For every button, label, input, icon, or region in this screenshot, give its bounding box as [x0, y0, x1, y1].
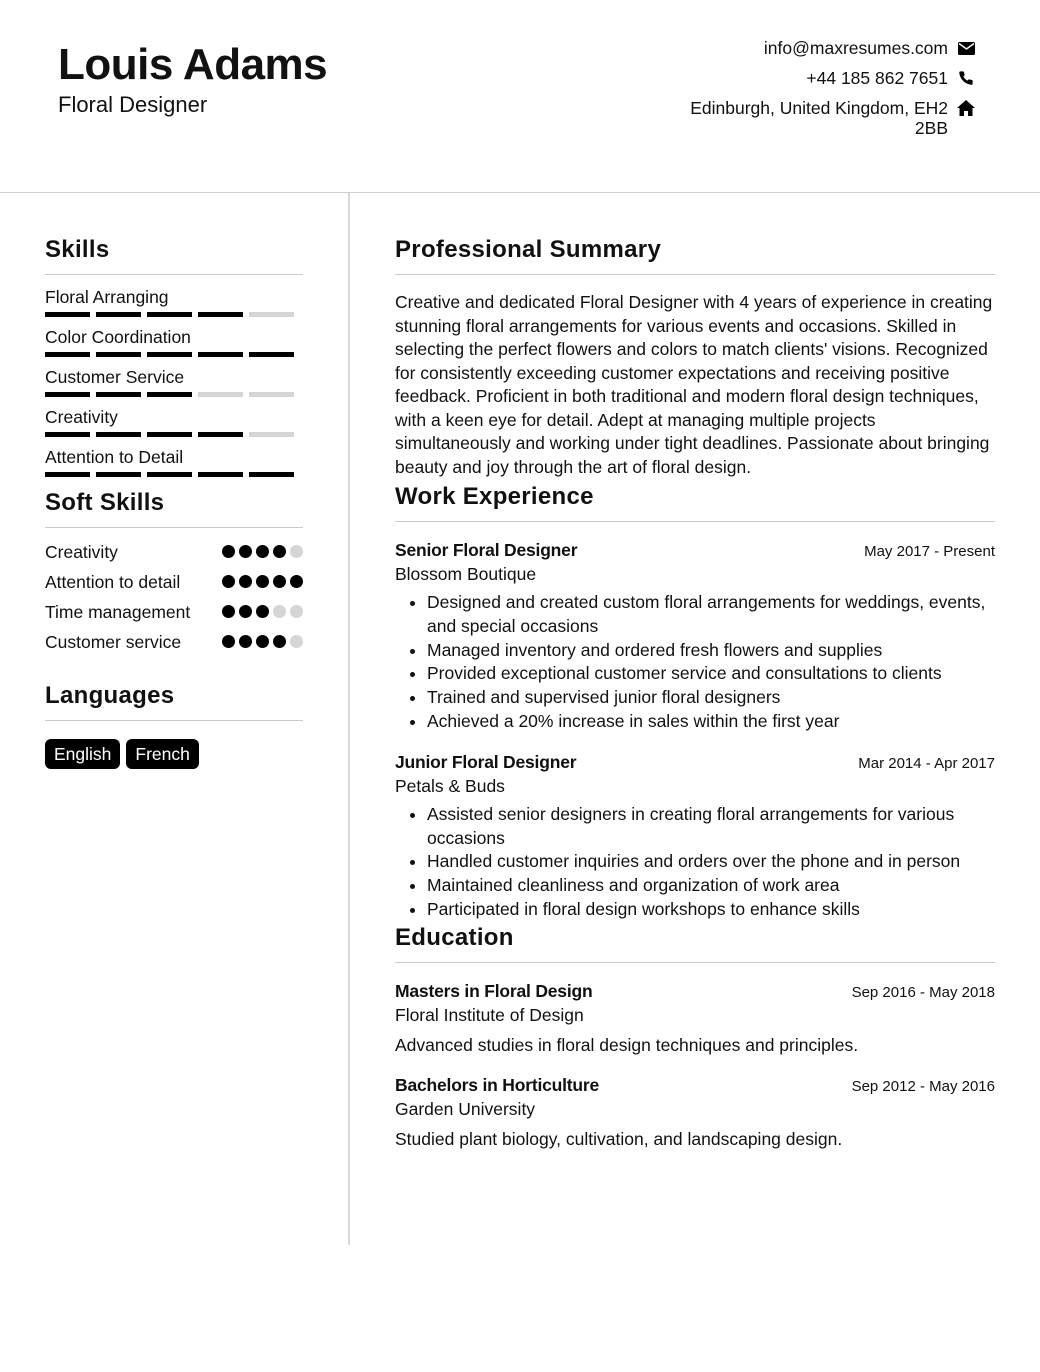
job-bullets — [395, 803, 995, 922]
job-employer: Blossom Boutique — [395, 564, 537, 584]
soft-skill-rating — [222, 540, 303, 558]
soft-skill-item — [45, 540, 303, 564]
education-list — [395, 981, 995, 1151]
job-bullet: • Managed inventory and ordered fresh flowers and supplies — [427, 639, 995, 663]
languages-section — [45, 682, 303, 769]
skill-level-segment — [147, 352, 192, 357]
rating-dot — [273, 635, 286, 648]
soft-skill-rating — [222, 600, 303, 618]
job-bullet: • Provided exceptional customer service and consultations to clients — [427, 662, 995, 686]
skill-level-segment — [45, 392, 90, 397]
job-bullet: • Achieved a 20% increase in sales within the first year — [427, 710, 995, 734]
school-name: Floral Institute of Design — [395, 1004, 584, 1025]
soft-skills-heading: Soft Skills — [45, 489, 303, 528]
rating-dot — [273, 605, 286, 618]
education-header — [395, 981, 995, 1002]
skill-level-segment — [249, 432, 294, 437]
job-dates: Mar 2014 - Apr 2017 — [858, 754, 995, 772]
skill-level-segment — [198, 312, 243, 317]
rating-dot — [290, 545, 303, 558]
education-dates: Sep 2016 - May 2018 — [851, 983, 995, 1001]
languages-list — [45, 739, 303, 769]
skill-level-segment — [96, 312, 141, 317]
job-bullet: • Participated in floral design workshops to enhance skills — [427, 898, 995, 922]
summary-heading: Professional Summary — [395, 236, 995, 275]
left-column — [45, 236, 303, 769]
job-header — [395, 752, 995, 773]
summary-text: Creative and dedicated Floral Designer with 4 years of experience in creating stunning floral arrangements for various events and occasions. Skilled in selecting the perfect flowers and colors to match clients' visions. Recognized for consistently exceeding customer expectations and receiving positive feedback. Proficient in both traditional and modern floral design techniques, with a keen eye for detail. Adept at managing multiple projects simultaneously and working under tight deadlines. Passionate about bringing beauty and joy through the art of floral design. — [395, 292, 993, 477]
job-bullet: • Maintained cleanliness and organization of work area — [427, 874, 995, 898]
rating-dot — [222, 545, 235, 558]
education-description: Studied plant biology, cultivation, and landscaping design. — [395, 1128, 843, 1149]
rating-dot — [239, 635, 252, 648]
soft-skills-section — [45, 489, 303, 654]
skills-list — [45, 285, 303, 477]
skill-name: Customer Service — [45, 367, 185, 387]
job-employer: Petals & Buds — [395, 775, 505, 796]
rating-dot — [273, 575, 286, 588]
skill-item — [45, 405, 303, 437]
rating-dot — [239, 545, 252, 558]
contact-address: Edinburgh, United Kingdom, EH2 2BB — [690, 98, 948, 138]
soft-skill-name: Customer service — [45, 632, 182, 652]
skill-level-segment — [96, 392, 141, 397]
candidate-name: Louis Adams — [58, 40, 328, 89]
rating-dot — [222, 635, 235, 648]
soft-skills-list — [45, 540, 303, 654]
skill-level-segment — [249, 472, 294, 477]
soft-skill-rating — [222, 630, 303, 648]
job-bullet: • Assisted senior designers in creating floral arrangements for various occasions — [427, 803, 995, 851]
skill-level-bar — [45, 352, 303, 357]
skill-level-segment — [96, 352, 141, 357]
rating-dot — [239, 575, 252, 588]
soft-skill-item — [45, 600, 303, 624]
phone-icon — [956, 68, 976, 88]
skill-name: Floral Arranging — [45, 287, 169, 307]
skill-level-segment — [198, 352, 243, 357]
jobs-list — [395, 540, 995, 922]
skill-level-bar — [45, 472, 303, 477]
skill-item — [45, 445, 303, 477]
skill-level-segment — [45, 312, 90, 317]
skill-level-segment — [198, 392, 243, 397]
job-entry — [395, 752, 995, 922]
summary-section — [395, 236, 995, 479]
skill-level-bar — [45, 432, 303, 437]
degree-name: Bachelors in Horticulture — [395, 1074, 600, 1095]
skill-level-segment — [45, 432, 90, 437]
skill-level-segment — [96, 432, 141, 437]
education-header — [395, 1075, 995, 1096]
education-heading: Education — [395, 924, 995, 963]
job-header — [395, 540, 995, 561]
rating-dot — [222, 575, 235, 588]
contact-email-row — [678, 38, 976, 58]
education-description: Advanced studies in floral design techniques and principles. — [395, 1034, 859, 1055]
contact-info — [678, 38, 976, 148]
skill-name: Attention to Detail — [45, 447, 184, 467]
skill-name: Color Coordination — [45, 327, 191, 347]
skill-level-segment — [249, 352, 294, 357]
soft-skill-rating — [222, 570, 303, 588]
language-badge: French — [126, 739, 198, 769]
skill-level-segment — [249, 392, 294, 397]
skill-item — [45, 325, 303, 357]
job-entry — [395, 540, 995, 734]
skill-level-segment — [147, 432, 192, 437]
right-column — [395, 236, 995, 1151]
degree-name: Masters in Floral Design — [395, 980, 593, 1001]
soft-skill-name: Creativity — [45, 542, 118, 562]
skill-level-segment — [147, 312, 192, 317]
job-bullet: • Designed and created custom floral arrangements for weddings, events, and special occasions — [427, 591, 995, 639]
languages-heading: Languages — [45, 682, 303, 721]
soft-skill-name: Time management — [45, 602, 191, 622]
skill-level-segment — [96, 472, 141, 477]
resume-header — [0, 0, 1040, 193]
rating-dot — [273, 545, 286, 558]
rating-dot — [239, 605, 252, 618]
education-section — [395, 924, 995, 1151]
rating-dot — [256, 545, 269, 558]
language-badge: English — [45, 739, 120, 769]
education-entry — [395, 981, 995, 1057]
rating-dot — [222, 605, 235, 618]
education-entry — [395, 1075, 995, 1151]
skill-level-segment — [147, 472, 192, 477]
skill-level-segment — [198, 432, 243, 437]
candidate-title: Floral Designer — [58, 92, 208, 117]
contact-phone[interactable]: +44 185 862 7651 — [806, 68, 948, 88]
contact-address-row — [678, 98, 976, 138]
job-bullet: • Trained and supervised junior floral designers — [427, 686, 995, 710]
skill-item — [45, 365, 303, 397]
skill-level-segment — [45, 472, 90, 477]
home-icon — [956, 98, 976, 118]
skill-level-bar — [45, 392, 303, 397]
skill-name: Creativity — [45, 407, 118, 427]
rating-dot — [256, 635, 269, 648]
job-bullet: • Handled customer inquiries and orders over the phone and in person — [427, 850, 995, 874]
contact-phone-row — [678, 68, 976, 88]
soft-skill-item — [45, 570, 303, 594]
job-bullets — [395, 591, 995, 734]
skill-level-segment — [249, 312, 294, 317]
envelope-icon — [956, 38, 976, 58]
skills-section — [45, 236, 303, 477]
column-divider — [348, 193, 350, 1245]
rating-dot — [290, 605, 303, 618]
skills-heading: Skills — [45, 236, 303, 275]
soft-skill-item — [45, 630, 303, 654]
skill-level-bar — [45, 312, 303, 317]
rating-dot — [256, 575, 269, 588]
experience-section — [395, 483, 995, 922]
job-title: Junior Floral Designer — [395, 751, 577, 772]
soft-skill-name: Attention to detail — [45, 572, 181, 592]
skill-level-segment — [147, 392, 192, 397]
job-title: Senior Floral Designer — [395, 540, 578, 560]
rating-dot — [290, 635, 303, 648]
skill-level-segment — [45, 352, 90, 357]
education-dates: Sep 2012 - May 2016 — [851, 1077, 995, 1095]
school-name: Garden University — [395, 1098, 536, 1119]
header-divider — [0, 192, 1040, 193]
contact-email[interactable]: info@maxresumes.com — [763, 38, 948, 58]
skill-level-segment — [198, 472, 243, 477]
skill-item — [45, 285, 303, 317]
experience-heading: Work Experience — [395, 483, 995, 522]
rating-dot — [290, 575, 303, 588]
rating-dot — [256, 605, 269, 618]
job-dates: May 2017 - Present — [864, 543, 995, 560]
